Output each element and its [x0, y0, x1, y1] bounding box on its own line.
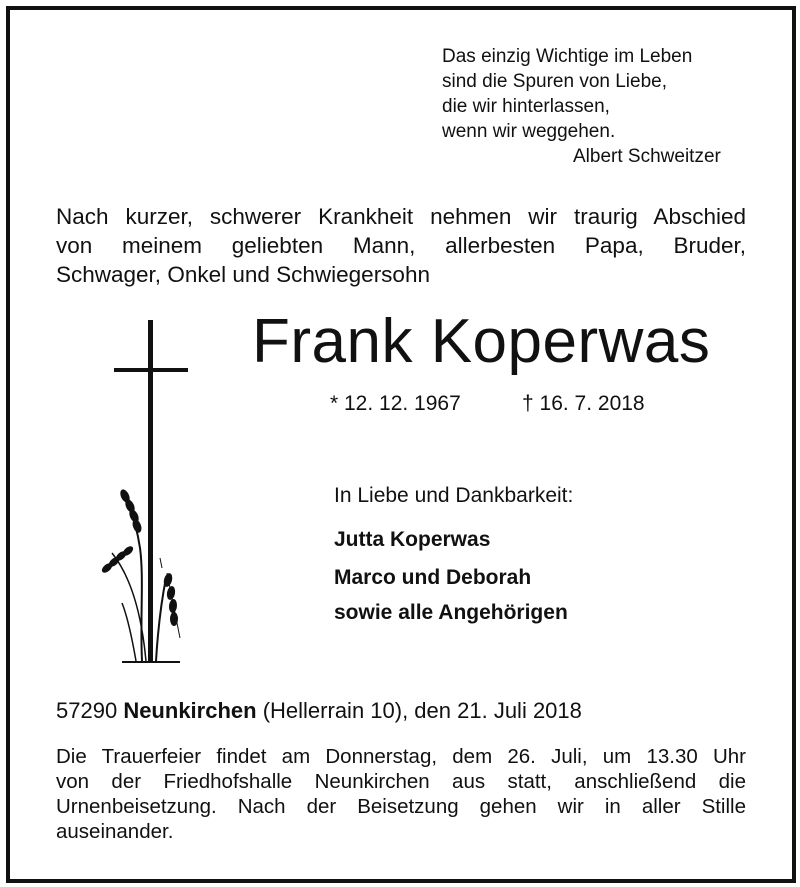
- intro-line: Nach kurzer, schwerer Krankheit nehmen wir traurig Abschied: [56, 204, 746, 229]
- mourner-name: Marco und Deborah: [334, 566, 532, 589]
- mourner-name: Jutta Koperwas: [334, 528, 491, 551]
- funeral-line: auseinander.: [56, 820, 174, 843]
- funeral-line: von der Friedhofshalle Neunkirchen aus statt, anschließend die: [56, 770, 746, 793]
- funeral-notice: [56, 744, 746, 844]
- address-line: [56, 698, 582, 724]
- quote-author: Albert Schweitzer: [573, 146, 721, 167]
- city: Neunkirchen: [123, 698, 257, 723]
- birth-date: * 12. 12. 1967: [330, 392, 461, 415]
- intro-line: von meinem geliebten Mann, allerbesten Papa, Bruder,: [56, 233, 746, 258]
- intro-text: [56, 202, 746, 289]
- quote-line: die wir hinterlassen,: [442, 96, 610, 117]
- death-date: † 16. 7. 2018: [522, 392, 645, 415]
- quote-line: sind die Spuren von Liebe,: [442, 71, 667, 92]
- mourner-name: sowie alle Angehörigen: [334, 601, 568, 624]
- intro-line: Schwager, Onkel und Schwiegersohn: [56, 262, 430, 287]
- mourners-intro: In Liebe und Dankbarkeit:: [334, 484, 574, 507]
- funeral-line: Die Trauerfeier findet am Donnerstag, dem 26. Juli, um 13.30 Uhr: [56, 745, 746, 768]
- funeral-line: Urnenbeisetzung. Nach der Beisetzung gehen wir in aller Stille: [56, 795, 746, 818]
- deceased-name: Frank Koperwas: [252, 307, 711, 376]
- cross-with-wheat-icon: [92, 318, 202, 668]
- postcode: 57290: [56, 698, 118, 723]
- quote-line: wenn wir weggehen.: [442, 121, 616, 142]
- address-rest: (Hellerrain 10), den 21. Juli 2018: [262, 698, 582, 723]
- quote-line: Das einzig Wichtige im Leben: [442, 46, 693, 67]
- quote: [442, 44, 692, 144]
